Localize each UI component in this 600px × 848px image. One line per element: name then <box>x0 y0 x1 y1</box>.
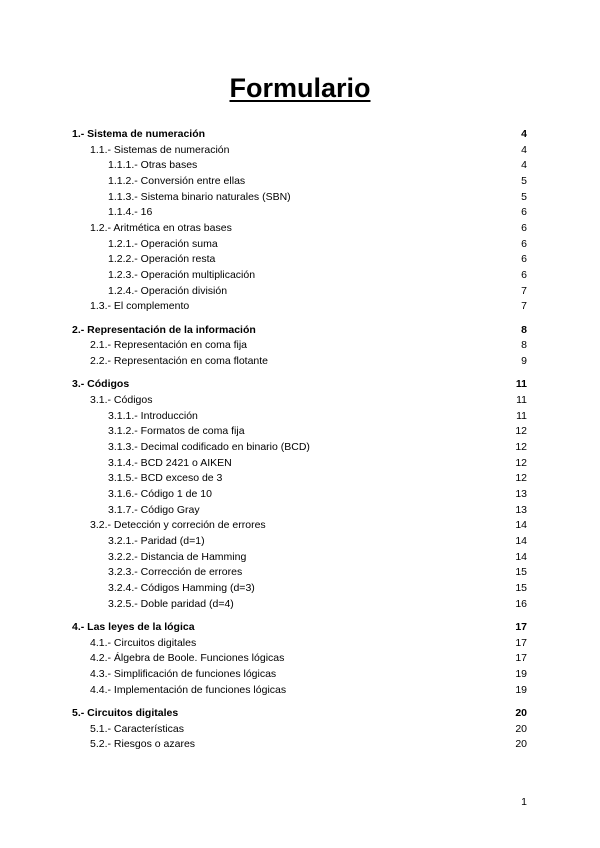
toc-entry-page: 4 <box>521 159 527 172</box>
toc-entry-page: 7 <box>521 300 527 313</box>
toc-subsection[interactable] <box>72 550 527 566</box>
toc-entry-label: 1.2.2.- Operación resta <box>108 253 216 266</box>
toc-entry-label: 1.1.3.- Sistema binario naturales (SBN) <box>108 190 291 203</box>
toc-entry-page: 17 <box>515 621 527 634</box>
toc-entry-label: 5.- Circuitos digitales <box>72 707 179 720</box>
toc-entry-label: 1.2.4.- Operación división <box>108 284 228 297</box>
table-of-contents <box>72 127 527 753</box>
toc-section[interactable] <box>72 354 527 370</box>
toc-subsection[interactable] <box>72 487 527 503</box>
toc-entry-label: 3.1.3.- Decimal codificado en binario (BCD) <box>108 441 310 454</box>
toc-subsection[interactable] <box>72 440 527 456</box>
toc-chapter[interactable] <box>72 323 527 339</box>
toc-section[interactable] <box>72 651 527 667</box>
toc-entry-page: 6 <box>521 206 527 219</box>
toc-section[interactable] <box>72 143 527 159</box>
toc-entry-label: 2.2.- Representación en coma flotante <box>90 354 269 367</box>
toc-entry-label: 3.2.3.- Corrección de errores <box>108 566 243 579</box>
toc-entry-label: 3.2.2.- Distancia de Hamming <box>108 550 247 563</box>
toc-entry-label: 2.1.- Representación en coma fija <box>90 339 248 352</box>
toc-entry-label: 3.1.4.- BCD 2421 o AIKEN <box>108 456 232 469</box>
toc-entry-page: 20 <box>515 738 527 751</box>
toc-chapter[interactable] <box>72 706 527 722</box>
toc-chapter[interactable] <box>72 127 527 143</box>
section-spacer <box>72 370 527 378</box>
toc-entry-page: 5 <box>521 174 527 187</box>
toc-entry-page: 13 <box>515 503 527 516</box>
toc-entry-label: 1.3.- El complemento <box>90 300 190 313</box>
toc-entry-label: 4.1.- Circuitos digitales <box>90 636 197 649</box>
toc-entry-page: 9 <box>521 354 527 367</box>
toc-section[interactable] <box>72 393 527 409</box>
toc-entry-page: 14 <box>515 550 527 563</box>
toc-entry-label: 3.1.6.- Código 1 de 10 <box>108 488 212 501</box>
toc-entry-label: 1.1.- Sistemas de numeración <box>90 143 230 156</box>
toc-entry-page: 20 <box>515 707 527 720</box>
toc-entry-label: 1.2.- Aritmética en otras bases <box>90 221 232 234</box>
toc-section[interactable] <box>72 636 527 652</box>
toc-entry-page: 12 <box>515 472 527 485</box>
toc-entry-label: 4.- Las leyes de la lógica <box>72 621 195 634</box>
toc-subsection[interactable] <box>72 205 527 221</box>
toc-entry-page: 11 <box>516 394 527 407</box>
toc-entry-page: 4 <box>521 128 527 140</box>
toc-section[interactable] <box>72 518 527 534</box>
toc-entry-label: 5.2.- Riesgos o azares <box>90 738 196 751</box>
toc-entry-page: 12 <box>515 456 527 469</box>
toc-entry-label: 1.1.2.- Conversión entre ellas <box>108 174 246 187</box>
toc-entry-page: 11 <box>516 409 527 422</box>
toc-entry-label: 1.- Sistema de numeración <box>72 128 206 140</box>
toc-entry-page: 16 <box>515 597 527 610</box>
toc-subsection[interactable] <box>72 237 527 253</box>
toc-entry-label: 3.2.4.- Códigos Hamming (d=3) <box>108 581 255 594</box>
toc-subsection[interactable] <box>72 268 527 284</box>
toc-subsection[interactable] <box>72 174 527 190</box>
toc-entry-page: 8 <box>521 339 527 352</box>
toc-entry-page: 15 <box>515 581 527 594</box>
toc-subsection[interactable] <box>72 456 527 472</box>
toc-entry-page: 14 <box>515 519 527 532</box>
toc-subsection[interactable] <box>72 503 527 519</box>
toc-chapter[interactable] <box>72 377 527 393</box>
toc-subsection[interactable] <box>72 409 527 425</box>
section-spacer <box>72 698 527 706</box>
page-title <box>0 72 600 104</box>
toc-entry-label: 1.2.3.- Operación multiplicación <box>108 268 256 281</box>
toc-subsection[interactable] <box>72 190 527 206</box>
toc-entry-label: 2.- Representación de la información <box>72 323 256 336</box>
toc-subsection[interactable] <box>72 597 527 613</box>
toc-entry-page: 17 <box>515 652 527 665</box>
toc-entry-page: 19 <box>515 668 527 681</box>
toc-entry-page: 4 <box>521 143 527 156</box>
toc-entry-page: 6 <box>521 253 527 266</box>
toc-entry-label: 3.1.1.- Introducción <box>108 409 198 422</box>
toc-section[interactable] <box>72 667 527 683</box>
page-title-text: Formulario <box>229 73 371 103</box>
toc-subsection[interactable] <box>72 581 527 597</box>
toc-section[interactable] <box>72 299 527 315</box>
toc-subsection[interactable] <box>72 252 527 268</box>
toc-section[interactable] <box>72 221 527 237</box>
toc-section[interactable] <box>72 683 527 699</box>
toc-entry-label: 1.1.4.- 16 <box>108 206 153 219</box>
toc-entry-page: 17 <box>515 636 527 649</box>
toc-entry-page: 6 <box>521 268 527 281</box>
toc-entry-page: 19 <box>515 683 527 696</box>
toc-entry-label: 3.2.1.- Paridad (d=1) <box>108 535 205 547</box>
toc-subsection[interactable] <box>72 471 527 487</box>
toc-entry-label: 1.1.1.- Otras bases <box>108 159 198 172</box>
toc-entry-page: 13 <box>515 488 527 501</box>
toc-entry-page: 6 <box>521 237 527 250</box>
toc-entry-label: 3.1.2.- Formatos de coma fija <box>108 425 245 438</box>
toc-section[interactable] <box>72 338 527 354</box>
toc-entry-label: 4.4.- Implementación de funciones lógicas <box>90 683 287 696</box>
toc-entry-label: 1.2.1.- Operación suma <box>108 237 218 250</box>
toc-chapter[interactable] <box>72 620 527 636</box>
toc-entry-page: 12 <box>515 425 527 438</box>
toc-entry-page: 8 <box>521 323 527 336</box>
toc-entry-page: 5 <box>521 190 527 203</box>
toc-entry-label: 3.1.- Códigos <box>90 394 153 407</box>
toc-entry-label: 3.- Códigos <box>72 378 130 391</box>
toc-subsection[interactable] <box>72 565 527 581</box>
toc-subsection[interactable] <box>72 158 527 174</box>
toc-entry-label: 3.2.- Detección y correción de errores <box>90 519 266 532</box>
toc-entry-page: 12 <box>515 441 527 454</box>
toc-entry-label: 3.1.7.- Código Gray <box>108 503 200 516</box>
toc-entry-label: 4.3.- Simplificación de funciones lógicas <box>90 668 277 681</box>
toc-entry-page: 11 <box>515 378 527 391</box>
toc-entry-label: 4.2.- Álgebra de Boole. Funciones lógicas <box>90 652 285 665</box>
toc-entry-page: 15 <box>515 566 527 579</box>
toc-subsection[interactable] <box>72 424 527 440</box>
toc-section[interactable] <box>72 737 527 753</box>
toc-section[interactable] <box>72 722 527 738</box>
toc-entry-page: 20 <box>515 722 527 735</box>
toc-entry-page: 7 <box>521 284 527 297</box>
page-number: 1 <box>521 796 527 808</box>
toc-entry-label: 3.1.5.- BCD exceso de 3 <box>108 472 223 485</box>
toc-subsection[interactable] <box>72 284 527 300</box>
toc-entry-label: 5.1.- Características <box>90 722 184 735</box>
toc-entry-page: 14 <box>515 535 527 547</box>
section-spacer <box>72 612 527 620</box>
toc-entry-label: 3.2.5.- Doble paridad (d=4) <box>108 597 234 610</box>
toc-subsection[interactable] <box>72 534 527 550</box>
toc-entry-page: 6 <box>521 221 527 234</box>
section-spacer <box>72 315 527 323</box>
